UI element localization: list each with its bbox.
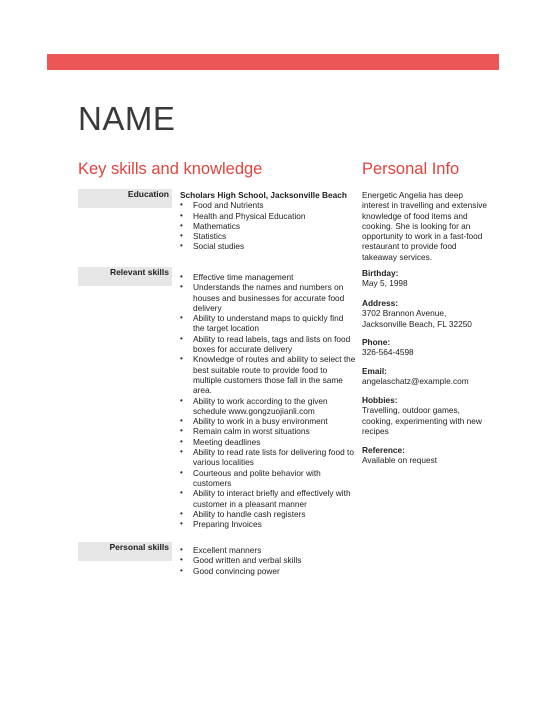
birthday-value: May 5, 1998: [362, 278, 408, 289]
list-item: • Food and Nutrients: [178, 200, 356, 210]
top-accent-bar: [47, 54, 499, 70]
list-item: • Ability to interact briefly and effectively with customer in a pleasant manner: [178, 488, 356, 509]
hobbies-label: Hobbies:: [362, 395, 398, 405]
reference-block: [362, 445, 492, 466]
education-section: [178, 190, 356, 252]
email-value: angelaschatz@example.com: [362, 376, 469, 387]
birthday-block: [362, 268, 492, 289]
phone-label: Phone:: [362, 337, 391, 347]
education-label-box: [78, 189, 172, 208]
list-item: • Excellent manners: [178, 545, 356, 555]
list-item: • Mathematics: [178, 221, 356, 231]
address-line-2: Jacksonville Beach, FL 32250: [362, 318, 472, 329]
personal-skills-label-box: [78, 542, 172, 561]
relevant-skills-section: [178, 272, 356, 529]
relevant-skills-list: [178, 272, 356, 529]
personal-info-section: [362, 190, 492, 262]
phone-block: [362, 337, 492, 358]
personal-info-heading: Personal Info: [362, 160, 460, 178]
education-label: Education: [127, 189, 169, 199]
list-item: • Ability to read rate lists for delivering food to various localities: [178, 447, 356, 468]
list-item: • Health and Physical Education: [178, 211, 356, 221]
reference-label: Reference:: [362, 445, 405, 455]
list-item: • Courteous and polite behavior with customers: [178, 468, 356, 489]
hobbies-value: Travelling, outdoor games, cooking, experimenting with new recipes: [362, 405, 482, 436]
list-item: • Knowledge of routes and ability to select the best suitable route to provide food to multiple customers those fall in the same area.: [178, 354, 356, 395]
list-item: • Good convincing power: [178, 566, 356, 576]
school-name: Scholars High School, Jacksonville Beach: [180, 190, 347, 200]
list-item: • Preparing Invoices: [178, 519, 356, 529]
personal-skills-section: [178, 545, 356, 576]
reference-value: Available on request: [362, 455, 438, 466]
phone-value: 326-564-4598: [362, 347, 414, 358]
birthday-label: Birthday:: [362, 268, 399, 278]
list-item: • Social studies: [178, 241, 356, 251]
address-block: [362, 298, 492, 329]
address-line-1: 3702 Brannon Avenue,: [362, 308, 447, 319]
list-item: • Ability to work according to the given schedule www.gongzuojianli.com: [178, 396, 356, 417]
education-list: [178, 200, 356, 251]
address-label: Address:: [362, 298, 398, 308]
skills-heading: Key skills and knowledge: [78, 160, 263, 178]
list-item: • Remain calm in worst situations: [178, 426, 356, 436]
list-item: • Meeting deadlines: [178, 437, 356, 447]
list-item: • Ability to read labels, tags and lists on food boxes for accurate delivery: [178, 334, 356, 355]
list-item: • Understands the names and numbers on houses and businesses for accurate food delivery: [178, 282, 356, 313]
email-block: [362, 366, 492, 387]
list-item: • Ability to work in a busy environment: [178, 416, 356, 426]
personal-skills-list: [178, 545, 356, 576]
hobbies-block: [362, 395, 492, 436]
list-item: • Good written and verbal skills: [178, 555, 356, 565]
summary-text: Energetic Angelia has deep interest in travelling and extensive knowledge of food items and cooking. She is looking for an opportunity to work in a fast-food restaurant to provide food takeaway services.: [362, 190, 487, 262]
list-item: • Statistics: [178, 231, 356, 241]
relevant-skills-label-box: [78, 267, 172, 286]
relevant-skills-label: Relevant skills: [109, 267, 169, 277]
list-item: • Ability to handle cash registers: [178, 509, 356, 519]
personal-skills-label: Personal skills: [109, 542, 169, 552]
email-label: Email:: [362, 366, 387, 376]
list-item: • Effective time management: [178, 272, 356, 282]
list-item: • Ability to understand maps to quickly find the target location: [178, 313, 356, 334]
resume-name: NAME: [78, 100, 176, 137]
